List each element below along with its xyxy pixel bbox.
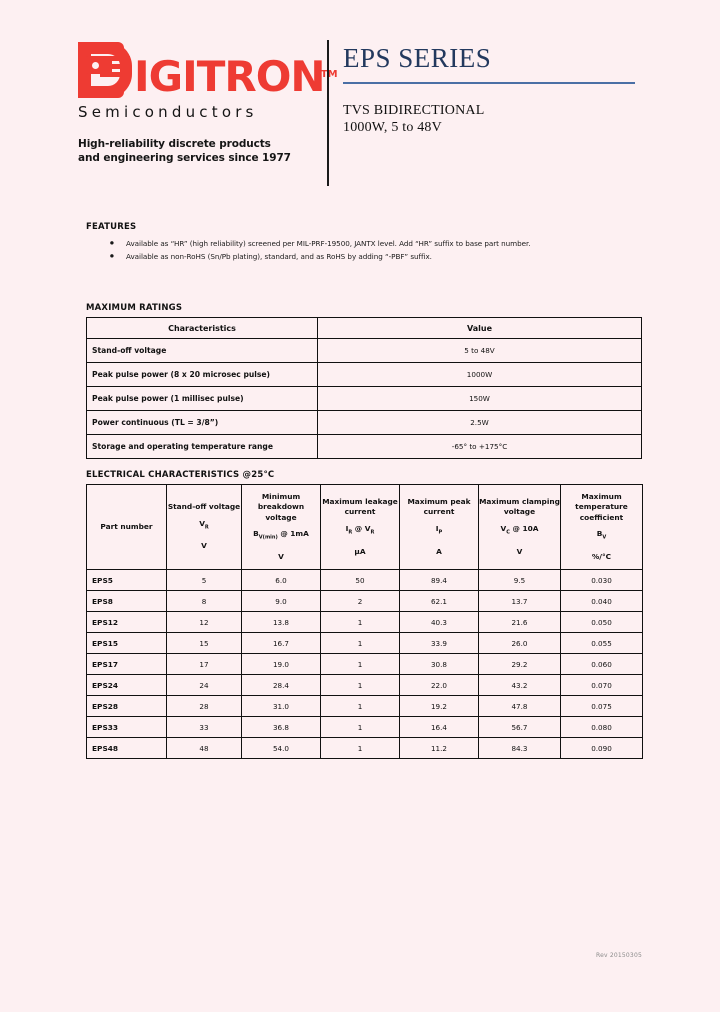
page-header xyxy=(0,38,720,188)
column-header-unit: V xyxy=(516,546,523,556)
column-header-maximum-peak-current xyxy=(400,485,479,570)
cell-peak-current: 16.4 xyxy=(400,717,479,738)
cell-leakage: 2 xyxy=(321,591,400,612)
table-row xyxy=(87,570,643,591)
table-row xyxy=(87,654,643,675)
column-header-name: Maximum clamping voltage xyxy=(479,496,560,517)
column-header-unit: V xyxy=(278,551,284,561)
tagline-line-2: and engineering services since 1977 xyxy=(78,152,291,164)
logo-subtitle: Semiconductors xyxy=(78,103,258,121)
cell-part-number: EPS8 xyxy=(87,591,167,612)
table-row xyxy=(87,591,643,612)
cell-clamping: 26.0 xyxy=(479,633,561,654)
cell-standoff: 48 xyxy=(167,738,242,759)
table-row xyxy=(87,696,643,717)
cell-peak-current: 40.3 xyxy=(400,612,479,633)
cell-clamping: 21.6 xyxy=(479,612,561,633)
column-header-name: Maximum leakage current xyxy=(322,496,398,517)
features-list xyxy=(86,237,646,263)
page-title: EPS SERIES xyxy=(343,43,492,73)
column-header-maximum-clamping-voltage xyxy=(479,485,561,570)
brand-block xyxy=(78,38,338,165)
cell-part-number: EPS33 xyxy=(87,717,167,738)
cell-part-number: EPS15 xyxy=(87,633,167,654)
cell-leakage: 1 xyxy=(321,675,400,696)
cell-peak-current: 89.4 xyxy=(400,570,479,591)
table-row xyxy=(87,387,642,411)
column-header-standoff-voltage xyxy=(167,485,242,570)
table-row xyxy=(87,435,642,459)
column-header-symbol: $B_{V(min)}$ @ 1mA xyxy=(253,529,309,541)
cell-standoff: 17 xyxy=(167,654,242,675)
cell-value: 5 to 48V xyxy=(318,339,642,363)
cell-standoff: 33 xyxy=(167,717,242,738)
cell-breakdown: 31.0 xyxy=(242,696,321,717)
column-header-value: Value xyxy=(318,318,642,339)
table-row xyxy=(87,339,642,363)
column-header-symbol: $I_R$ @ $V_R$ xyxy=(345,523,375,536)
cell-clamping: 9.5 xyxy=(479,570,561,591)
column-header-minimum-breakdown-voltage xyxy=(242,485,321,570)
table-row xyxy=(87,675,643,696)
cell-peak-current: 11.2 xyxy=(400,738,479,759)
page-subtitle xyxy=(343,102,637,136)
cell-breakdown: 54.0 xyxy=(242,738,321,759)
cell-part-number: EPS12 xyxy=(87,612,167,633)
cell-characteristic: Peak pulse power (8 x 20 microsec pulse) xyxy=(87,363,318,387)
cell-tempco: 0.030 xyxy=(561,570,643,591)
title-block xyxy=(327,40,637,186)
column-header-name: Maximum peak current xyxy=(407,496,471,517)
cell-clamping: 84.3 xyxy=(479,738,561,759)
cell-tempco: 0.090 xyxy=(561,738,643,759)
table-row xyxy=(87,633,643,654)
cell-clamping: 47.8 xyxy=(479,696,561,717)
table-row xyxy=(87,717,643,738)
table-row xyxy=(87,612,643,633)
column-header-unit: %/°C xyxy=(591,551,612,561)
cell-tempco: 0.080 xyxy=(561,717,643,738)
revision-footer: Rev 20150305 xyxy=(596,952,642,959)
cell-tempco: 0.075 xyxy=(561,696,643,717)
tagline-line-1: High-reliability discrete products xyxy=(78,138,271,150)
cell-leakage: 50 xyxy=(321,570,400,591)
subtitle-line-1: TVS BIDIRECTIONAL xyxy=(343,102,485,118)
cell-standoff: 8 xyxy=(167,591,242,612)
column-header-maximum-temperature-coefficient xyxy=(561,485,643,570)
company-tagline xyxy=(78,137,318,165)
cell-breakdown: 19.0 xyxy=(242,654,321,675)
column-header-symbol: $B_V$ xyxy=(596,529,607,541)
column-header-name: Minimum breakdown voltage xyxy=(257,491,305,522)
cell-breakdown: 36.8 xyxy=(242,717,321,738)
features-heading: FEATURES xyxy=(86,222,137,232)
cell-standoff: 15 xyxy=(167,633,242,654)
table-row xyxy=(87,738,643,759)
cell-tempco: 0.055 xyxy=(561,633,643,654)
cell-value: 150W xyxy=(318,387,642,411)
cell-leakage: 1 xyxy=(321,654,400,675)
cell-characteristic: Stand-off voltage xyxy=(87,339,318,363)
cell-tempco: 0.050 xyxy=(561,612,643,633)
table-header-row xyxy=(87,485,643,570)
digitron-d-mark-icon xyxy=(78,42,136,98)
cell-value: 2.5W xyxy=(318,411,642,435)
column-header-unit: V xyxy=(201,541,207,551)
cell-leakage: 1 xyxy=(321,717,400,738)
column-header-maximum-leakage-current xyxy=(321,485,400,570)
maximum-ratings-heading: MAXIMUM RATINGS xyxy=(86,303,183,313)
list-item: ● Available as “HR” (high reliability) screened per MIL-PRF-19500, JANTX level. Add “HR” suffix to base part number. xyxy=(86,237,646,250)
cell-breakdown: 16.7 xyxy=(242,633,321,654)
cell-peak-current: 33.9 xyxy=(400,633,479,654)
cell-tempco: 0.070 xyxy=(561,675,643,696)
cell-clamping: 43.2 xyxy=(479,675,561,696)
cell-leakage: 1 xyxy=(321,696,400,717)
cell-breakdown: 28.4 xyxy=(242,675,321,696)
cell-clamping: 13.7 xyxy=(479,591,561,612)
cell-part-number: EPS48 xyxy=(87,738,167,759)
column-header-name: Stand-off voltage xyxy=(167,502,241,512)
table-row xyxy=(87,411,642,435)
column-header-characteristics: Characteristics xyxy=(87,318,318,339)
column-header-symbol: $V_R$ xyxy=(199,518,209,530)
column-header-symbol: $V_C$ @ 10A xyxy=(500,523,539,536)
cell-tempco: 0.040 xyxy=(561,591,643,612)
maximum-ratings-section xyxy=(86,303,642,459)
cell-breakdown: 6.0 xyxy=(242,570,321,591)
cell-peak-current: 62.1 xyxy=(400,591,479,612)
column-header-symbol: $I_P$ xyxy=(435,523,443,536)
cell-peak-current: 19.2 xyxy=(400,696,479,717)
company-logo xyxy=(78,38,338,101)
electrical-characteristics-heading: ELECTRICAL CHARACTERISTICS @25°C xyxy=(86,470,275,480)
electrical-characteristics-body xyxy=(87,570,643,759)
column-header-name: Part number xyxy=(100,521,153,531)
electrical-characteristics-table xyxy=(86,484,643,759)
cell-part-number: EPS5 xyxy=(87,570,167,591)
subtitle-line-2: 1000W, 5 to 48V xyxy=(343,119,442,135)
electrical-characteristics-section xyxy=(86,470,642,759)
table-header-row xyxy=(87,318,642,339)
cell-part-number: EPS28 xyxy=(87,696,167,717)
cell-standoff: 5 xyxy=(167,570,242,591)
logo-wordmark xyxy=(134,52,338,101)
cell-clamping: 29.2 xyxy=(479,654,561,675)
logo-wordmark-text: IGITRON xyxy=(134,52,325,101)
cell-leakage: 1 xyxy=(321,738,400,759)
cell-tempco: 0.060 xyxy=(561,654,643,675)
cell-standoff: 12 xyxy=(167,612,242,633)
column-header-name: Maximum temperature coefficient xyxy=(575,491,628,522)
list-item: ● Available as non-RoHS (Sn/Pb plating), standard, and as RoHS by adding “-PBF” suffix. xyxy=(86,250,646,263)
column-header-unit: µA xyxy=(354,546,366,556)
cell-characteristic: Peak pulse power (1 millisec pulse) xyxy=(87,387,318,411)
trademark-icon: TM xyxy=(320,69,338,80)
table-row xyxy=(87,363,642,387)
cell-part-number: EPS24 xyxy=(87,675,167,696)
cell-characteristic: Storage and operating temperature range xyxy=(87,435,318,459)
cell-value: 1000W xyxy=(318,363,642,387)
cell-clamping: 56.7 xyxy=(479,717,561,738)
cell-standoff: 28 xyxy=(167,696,242,717)
cell-breakdown: 9.0 xyxy=(242,591,321,612)
cell-peak-current: 22.0 xyxy=(400,675,479,696)
cell-breakdown: 13.8 xyxy=(242,612,321,633)
maximum-ratings-table xyxy=(86,317,642,459)
column-header-part-number xyxy=(87,485,167,570)
cell-characteristic: Power continuous (TL = 3/8”) xyxy=(87,411,318,435)
features-section xyxy=(86,222,646,263)
column-header-unit: A xyxy=(436,546,442,556)
cell-peak-current: 30.8 xyxy=(400,654,479,675)
cell-standoff: 24 xyxy=(167,675,242,696)
cell-leakage: 1 xyxy=(321,612,400,633)
cell-part-number: EPS17 xyxy=(87,654,167,675)
cell-leakage: 1 xyxy=(321,633,400,654)
title-divider xyxy=(343,82,635,84)
cell-value: -65° to +175°C xyxy=(318,435,642,459)
